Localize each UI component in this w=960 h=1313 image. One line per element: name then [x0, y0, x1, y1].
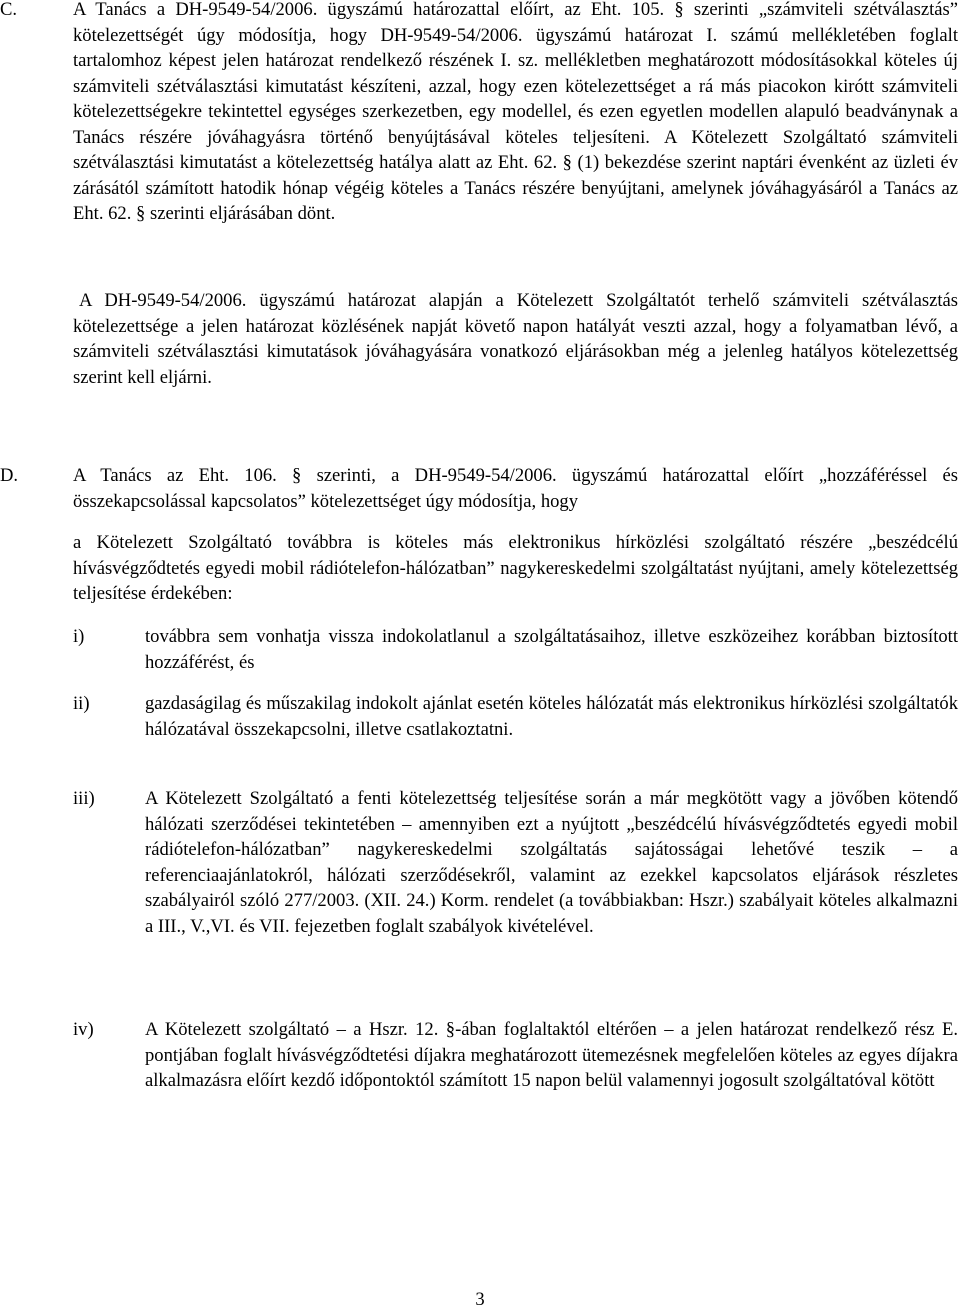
list-item-text: A Kötelezett szolgáltató – a Hszr. 12. §-ában foglaltaktól eltérően – a jelen határozat rendelkező rész E. pontjában foglalt hívásvégződtetési díjakra meghatározott ütemezésnek megfelelően köteles az egyes díjakra alkalmazásra előírt kezdő időpontoktól számított 15 napon belül valamennyi jogosult szolgáltatóval kötött: [145, 1019, 958, 1091]
list-item-number: iv): [73, 1019, 94, 1040]
list-item-text: továbbra sem vonhatja vissza indokolatlanul a szolgáltatásaihoz, illetve eszközeihez korábban biztosított hozzáférést, és: [145, 626, 958, 673]
section-d-paragraph: a Kötelezett Szolgáltató továbbra is köteles más elektronikus hírközlési szolgáltató részére „beszédcélú hívásvégződtetés egyedi mobil rádiótelefon-hálózatban” nagykereskedelmi szolgáltatást nyújtani, amely kötelezettség teljesítése érdekében:: [73, 532, 958, 604]
list-item-text: gazdaságilag és műszakilag indokolt ajánlat esetén köteles hálózatát más elektronikus hírközlési szolgáltatók hálózatával összekapcsolni, illetve csatlakoztatni.: [145, 693, 958, 740]
page-number: 3: [475, 1289, 485, 1310]
section-d-letter: D.: [0, 465, 19, 486]
list-item-text: A Kötelezett Szolgáltató a fenti kötelezettség teljesítése során a már megkötött vagy a jövőben kötendő hálózati szerződései tekintetében – amennyiben ezt a nyújtott „beszédcélú hívásvégződtetés egyedi mobil rádiótelefon-hálózatban” nagykereskedelmi szolgáltatás sajátosságai lehetővé teszik – a referenciaajánlatokról, hálózati szerződésekről, valamint az ezekkel kapcsolatos eljárások részletes szabályairól szóló 277/2003. (XII. 24.) Korm. rendelet (a továbbiakban: Hszr.) szabályait köteles alkalmazni a III., V.,VI. és VII. fejezetben foglalt szabályok kivételével.: [145, 788, 958, 937]
section-c-paragraph-1: A Tanács a DH-9549-54/2006. ügyszámú határozattal előírt, az Eht. 105. § szerinti „számviteli szétválasztás” kötelezettségét úgy módosítja, hogy DH-9549-54/2006. ügyszámú határozat I. számú mellékletében foglalt tartalomhoz képest jelen határozat rendelkező részének I. sz. mellékletben meghatározott módosításokkal köteles új számviteli szétválasztási kimutatást készíteni, azzal, hogy ezen kötelezettséget a rá más piacokon kirótt számviteli kötelezettségekre tekintettel egységes szerkezetben, egy modellel, és ezen egyetlen modellen alapuló beadványnak a Tanács részére jóváhagyásra történő benyújtásával köteles teljesíteni. A Kötelezett Szolgáltató számviteli szétválasztási kimutatást a kötelezettség hatálya alatt az Eht. 62. § (1) bekezdése szerint naptári évenként az üzleti év zárásától számított hatodik hónap végéig köteles a Tanács részére benyújtani, amelynek jóváhagyásáról a Tanács az Eht. 62. § szerinti eljárásában dönt.: [73, 0, 958, 224]
list-item-number: ii): [73, 693, 90, 714]
list-item-number: i): [73, 626, 85, 647]
list-item-number: iii): [73, 788, 95, 809]
section-d-intro: A Tanács az Eht. 106. § szerinti, a DH-9549-54/2006. ügyszámú határozattal előírt „hozzáféréssel és összekapcsolással kapcsolatos” kötelezettséget úgy módosítja, hogy: [73, 465, 958, 512]
section-c-letter: C.: [0, 0, 18, 20]
section-c-paragraph-2: A DH-9549-54/2006. ügyszámú határozat alapján a Kötelezett Szolgáltatót terhelő számviteli szétválasztás kötelezettsége a jelen határozat közlésének napját követő napon hatályát veszti azzal, hogy a folyamatban lévő, a számviteli szétválasztási kimutatások jóváhagyására vonatkozó eljárásokban még a jelenleg hatályos kötelezettség szerint kell eljárni.: [73, 290, 958, 388]
